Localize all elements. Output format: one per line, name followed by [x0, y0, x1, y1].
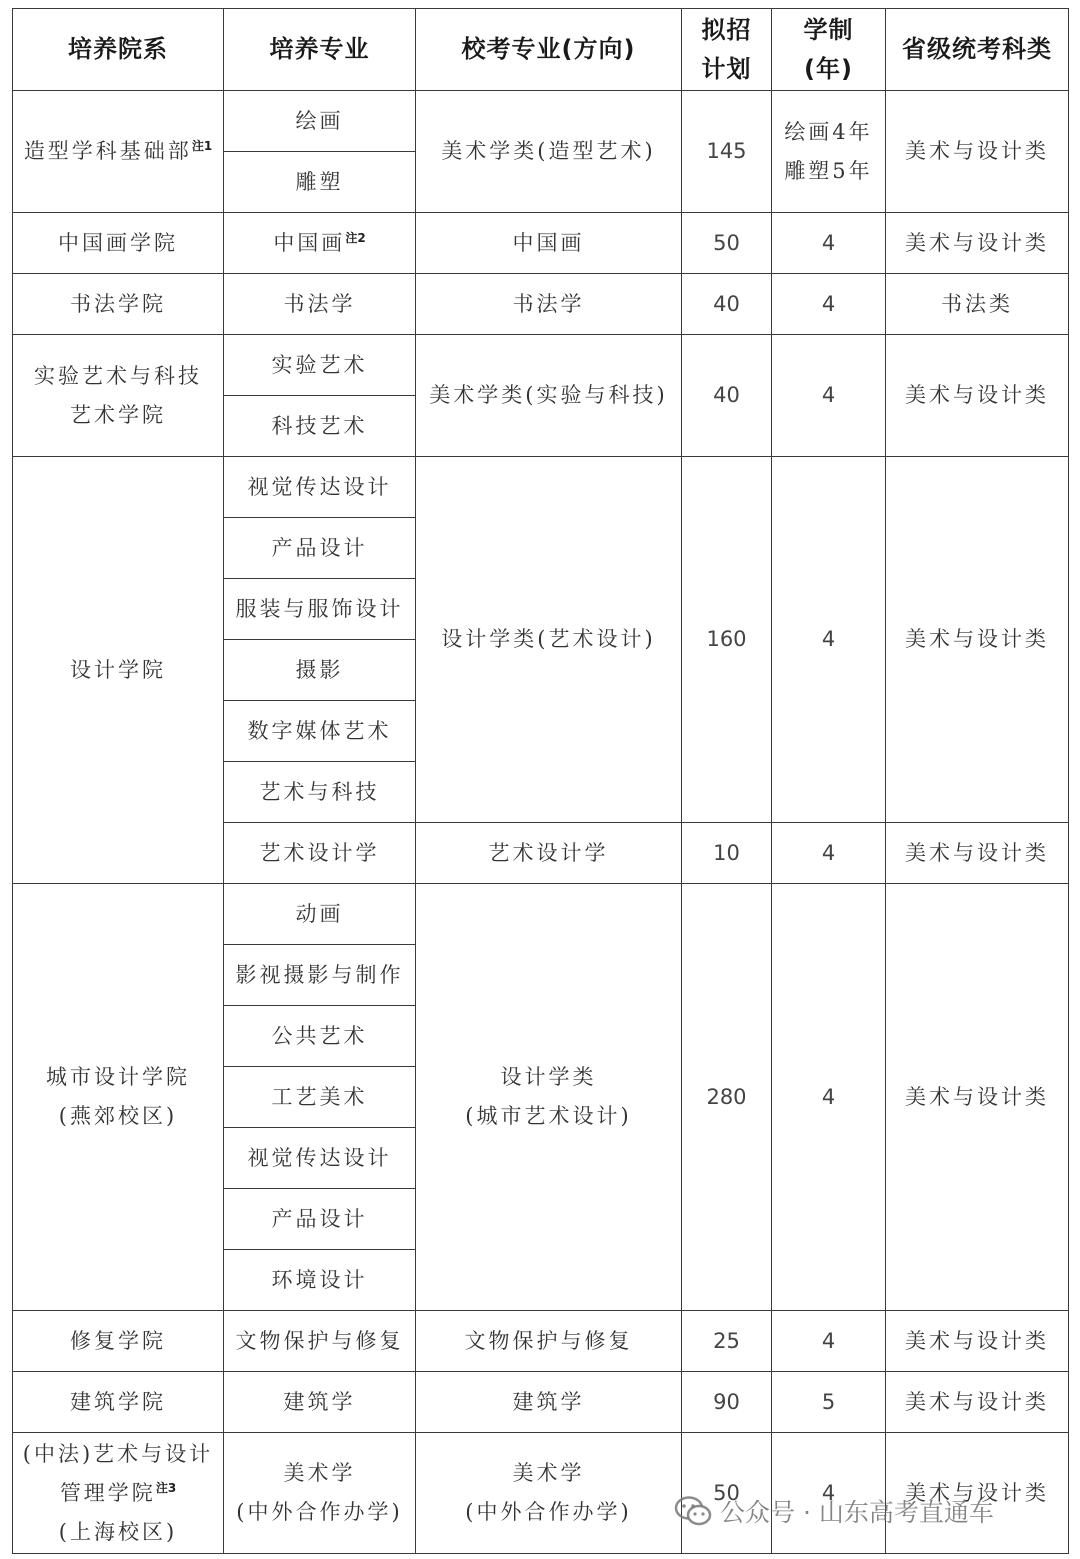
- exam-major-cell: 设计学类 (城市艺术设计): [416, 884, 682, 1311]
- major-cell: 艺术与科技: [224, 762, 416, 823]
- plan-cell: 50: [682, 1433, 772, 1554]
- major-cell: 产品设计: [224, 518, 416, 579]
- category-cell: 美术与设计类: [886, 457, 1069, 823]
- header-major: 培养专业: [224, 9, 416, 91]
- major-cell: 中国画$^{注2}$: [224, 213, 416, 274]
- table-row: [13, 884, 1069, 945]
- college-cell: 城市设计学院 (燕郊校区): [13, 884, 224, 1311]
- college-cell: 中国画学院: [13, 213, 224, 274]
- major-cell: 数字媒体艺术: [224, 701, 416, 762]
- header-exam-major: 校考专业(方向): [416, 9, 682, 91]
- exam-major-cell: 美术学 (中外合作办学): [416, 1433, 682, 1554]
- plan-cell: 280: [682, 884, 772, 1311]
- major-cell: 视觉传达设计: [224, 457, 416, 518]
- exam-major-cell: 书法学: [416, 274, 682, 335]
- exam-major-cell: 设计学类(艺术设计): [416, 457, 682, 823]
- category-cell: 美术与设计类: [886, 91, 1069, 213]
- table-row: [13, 1311, 1069, 1372]
- major-cell: 环境设计: [224, 1250, 416, 1311]
- exam-major-cell: 文物保护与修复: [416, 1311, 682, 1372]
- enrollment-plan-table: [12, 8, 1069, 1554]
- header-category: 省级统考科类: [886, 9, 1069, 91]
- years-cell: 4: [772, 335, 886, 457]
- major-cell: 书法学: [224, 274, 416, 335]
- years-cell: 4: [772, 1311, 886, 1372]
- college-cell: 建筑学院: [13, 1372, 224, 1433]
- major-cell: 产品设计: [224, 1189, 416, 1250]
- college-cell: (中法)艺术与设计 管理学院$^{注3}$ (上海校区): [13, 1433, 224, 1554]
- major-cell: 公共艺术: [224, 1006, 416, 1067]
- header-plan: 拟招 计划: [682, 9, 772, 91]
- table-row: [13, 457, 1069, 518]
- plan-cell: 160: [682, 457, 772, 823]
- table-row: [13, 274, 1069, 335]
- table-row: [13, 1372, 1069, 1433]
- header-college: 培养院系: [13, 9, 224, 91]
- category-cell: 书法类: [886, 274, 1069, 335]
- years-cell: 绘画4年 雕塑5年: [772, 91, 886, 213]
- watermark-text: 公众号 · 山东高考直通车: [720, 1498, 994, 1527]
- plan-cell: 10: [682, 823, 772, 884]
- years-cell: 4: [772, 1433, 886, 1554]
- years-cell: 4: [772, 823, 886, 884]
- major-cell: 文物保护与修复: [224, 1311, 416, 1372]
- major-cell: 实验艺术: [224, 335, 416, 396]
- plan-cell: 40: [682, 274, 772, 335]
- college-cell: 设计学院: [13, 457, 224, 884]
- major-cell: 科技艺术: [224, 396, 416, 457]
- major-cell: 工艺美术: [224, 1067, 416, 1128]
- category-cell: 美术与设计类: [886, 823, 1069, 884]
- college-cell: 实验艺术与科技 艺术学院: [13, 335, 224, 457]
- years-cell: 4: [772, 884, 886, 1311]
- exam-major-cell: 建筑学: [416, 1372, 682, 1433]
- major-cell: 视觉传达设计: [224, 1128, 416, 1189]
- category-cell: 美术与设计类: [886, 335, 1069, 457]
- exam-major-cell: 中国画: [416, 213, 682, 274]
- plan-cell: 50: [682, 213, 772, 274]
- plan-cell: 90: [682, 1372, 772, 1433]
- college-cell: 造型学科基础部$^{注1}$: [13, 91, 224, 213]
- major-cell: 雕塑: [224, 152, 416, 213]
- exam-major-cell: 美术学类(造型艺术): [416, 91, 682, 213]
- plan-cell: 145: [682, 91, 772, 213]
- category-cell: 美术与设计类: [886, 1433, 1069, 1554]
- table-header-row: [13, 9, 1069, 91]
- table-row: [13, 91, 1069, 152]
- header-years: 学制 (年): [772, 9, 886, 91]
- watermark: [674, 1493, 994, 1529]
- plan-cell: 40: [682, 335, 772, 457]
- college-cell: 修复学院: [13, 1311, 224, 1372]
- category-cell: 美术与设计类: [886, 1372, 1069, 1433]
- major-cell: 服装与服饰设计: [224, 579, 416, 640]
- category-cell: 美术与设计类: [886, 213, 1069, 274]
- years-cell: 4: [772, 457, 886, 823]
- major-cell: 摄影: [224, 640, 416, 701]
- college-cell: 书法学院: [13, 274, 224, 335]
- table-row: [13, 213, 1069, 274]
- table-row: [13, 335, 1069, 396]
- note-marker: 注1: [191, 139, 213, 153]
- note-marker: 注2: [345, 230, 366, 245]
- plan-cell: 25: [682, 1311, 772, 1372]
- category-cell: 美术与设计类: [886, 1311, 1069, 1372]
- major-cell: 艺术设计学: [224, 823, 416, 884]
- years-cell: 5: [772, 1372, 886, 1433]
- major-cell: 绘画: [224, 91, 416, 152]
- wechat-icon: [674, 1496, 712, 1526]
- category-cell: 美术与设计类: [886, 884, 1069, 1311]
- major-cell: 动画: [224, 884, 416, 945]
- exam-major-cell: 艺术设计学: [416, 823, 682, 884]
- major-cell: 影视摄影与制作: [224, 945, 416, 1006]
- exam-major-cell: 美术学类(实验与科技): [416, 335, 682, 457]
- major-cell: 建筑学: [224, 1372, 416, 1433]
- note-marker: 注3: [155, 1480, 177, 1495]
- years-cell: 4: [772, 213, 886, 274]
- years-cell: 4: [772, 274, 886, 335]
- major-cell: 美术学 (中外合作办学): [224, 1433, 416, 1554]
